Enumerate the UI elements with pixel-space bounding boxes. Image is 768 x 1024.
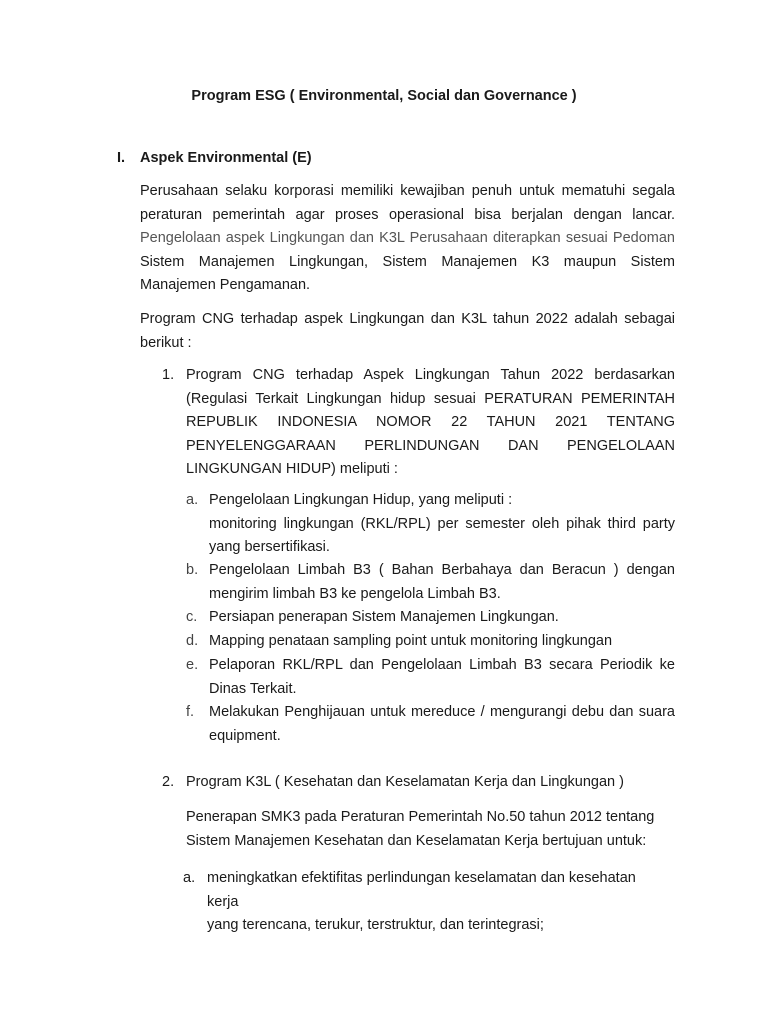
sub-item-e bbox=[186, 654, 675, 701]
list-item-text: Program K3L ( Kesehatan dan Keselamatan Kerja dan Lingkungan ) bbox=[186, 774, 624, 790]
sub-item-c bbox=[186, 606, 675, 630]
section-title: Aspek Environmental (E) bbox=[140, 150, 312, 166]
item2-paragraph-line2: Sistem Manajemen Kesehatan dan Keselamatan Kerja bertujuan untuk: bbox=[186, 832, 647, 849]
list-item-number: 2. bbox=[162, 774, 175, 790]
intro-text-b: Pengelolaan aspek Lingkungan dan K3L Perusahaan diterapkan sesuai Pedoman bbox=[140, 230, 675, 246]
list-item-1 bbox=[162, 364, 675, 482]
sub-item-text: Mapping penataan sampling point untuk monitoring lingkungan bbox=[209, 633, 613, 649]
section-heading bbox=[117, 150, 312, 166]
list-item-2 bbox=[162, 771, 675, 795]
sub-item-f bbox=[186, 701, 675, 748]
sub-item-line1: meningkatkan efektifitas perlindungan keselamatan dan kesehatan kerja bbox=[207, 870, 636, 910]
sub-item-d bbox=[186, 630, 675, 654]
sub-item-text: Pelaporan RKL/RPL dan Pengelolaan Limbah B3 secara Periodik ke Dinas Terkait. bbox=[209, 657, 675, 697]
sub-item-letter: a. bbox=[186, 492, 199, 508]
sub-item-a bbox=[186, 489, 675, 560]
sub-item-b bbox=[186, 559, 675, 606]
sub-item-letter: c. bbox=[186, 609, 198, 625]
intro-paragraph-1 bbox=[140, 180, 675, 298]
sub-item-text: Melakukan Penghijauan untuk mereduce / mengurangi debu dan suara equipment. bbox=[209, 704, 675, 744]
list-item-number: 1. bbox=[162, 367, 175, 383]
sub-item-letter: d. bbox=[186, 633, 199, 649]
intro-paragraph-2: Program CNG terhadap aspek Lingkungan dan K3L tahun 2022 adalah sebagai berikut : bbox=[140, 311, 675, 351]
sub-item-letter: e. bbox=[186, 657, 199, 673]
intro-text-c: Sistem Manajemen Lingkungan, Sistem Manajemen K3 maupun Sistem Manajemen Pengamanan. bbox=[140, 253, 675, 293]
sub-item-letter: b. bbox=[186, 562, 199, 578]
document-title: Program ESG ( Environmental, Social dan Governance ) bbox=[191, 88, 577, 104]
item2-paragraph-line1: Penerapan SMK3 pada Peraturan Pemerintah No.50 tahun 2012 tentang bbox=[186, 809, 655, 825]
item2-paragraph bbox=[186, 806, 675, 853]
sub-item-line2: monitoring lingkungan (RKL/RPL) per semester oleh pihak third party yang bersertifikasi. bbox=[209, 515, 675, 555]
sub-item-line2: yang terencana, terukur, terstruktur, dan terintegrasi; bbox=[207, 917, 544, 933]
sub-item-line1: Pengelolaan Lingkungan Hidup, yang meliputi : bbox=[209, 492, 513, 508]
item2-sub-item-a bbox=[183, 867, 663, 938]
sub-item-letter: a. bbox=[183, 870, 196, 886]
sub-item-text: Persiapan penerapan Sistem Manajemen Lingkungan. bbox=[209, 609, 559, 625]
list-item-text: Program CNG terhadap Aspek Lingkungan Tahun 2022 berdasarkan (Regulasi Terkait Lingkungan hidup sesuai PERATURAN PEMERINTAH REPUBLIK INDONESIA NOMOR 22 TAHUN 2021 TENTANG PENYELENGGARAAN PERLINDUNGAN DAN PENGELOLAAN LINGKUNGAN HIDUP) meliputi : bbox=[186, 367, 675, 477]
section-number: I. bbox=[117, 150, 126, 166]
sub-item-text: Pengelolaan Limbah B3 ( Bahan Berbahaya dan Beracun ) dengan mengirim limbah B3 ke pengelola Limbah B3. bbox=[209, 562, 675, 602]
sub-item-letter: f. bbox=[186, 704, 195, 720]
intro-text-a: Perusahaan selaku korporasi memiliki kewajiban penuh untuk mematuhi segala peraturan pemerintah agar proses operasional bisa berjalan dengan lancar. bbox=[140, 183, 675, 223]
